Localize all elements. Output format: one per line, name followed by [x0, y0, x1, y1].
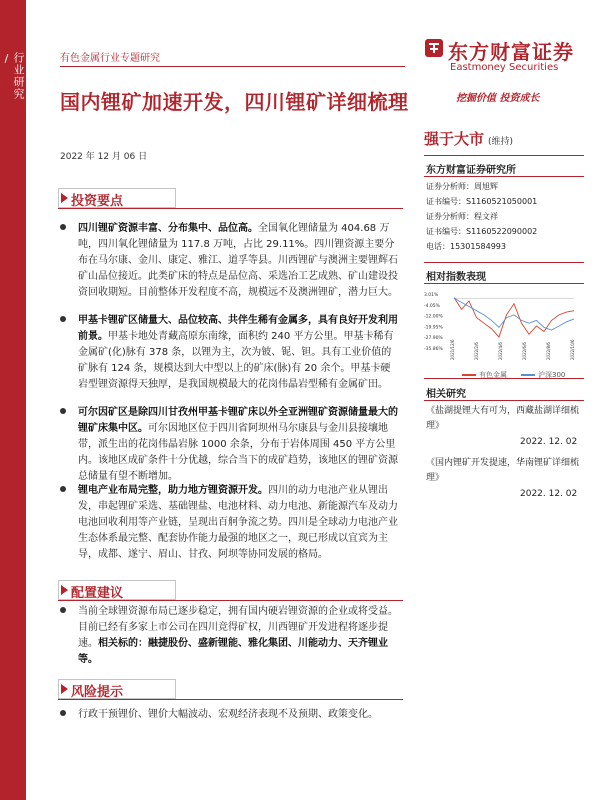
bullet-item	[60, 313, 405, 405]
y-tick-label: -19.95%	[424, 325, 443, 331]
bullet-dot-icon	[60, 710, 66, 716]
bullet-item	[60, 483, 405, 573]
logo-text-en: Eastmoney Securities	[450, 62, 559, 73]
report-type: 有色金属行业专题研究	[60, 53, 160, 64]
related-title: 相关研究	[426, 389, 466, 400]
related-report-link[interactable]: 《盐湖提锂大有可为，西藏盐湖详细梳理》	[426, 406, 580, 431]
y-tick-label: -12.00%	[424, 314, 443, 320]
section-marker-icon	[61, 193, 68, 203]
analyst-line: 证书编号：S1160521050001	[426, 197, 538, 206]
series-line-有色金属	[454, 297, 574, 337]
sidebar-segment-1: 行业研究	[12, 52, 25, 100]
brand-logo	[424, 36, 584, 80]
right-divider	[424, 262, 584, 263]
bullet-text: 甲基卡锂矿区储量大、品位较高、共伴生稀有金属多，具有良好开发利用前景。甲基卡地处青藏高原东南缘，面积约 240 平方公里。甲基卡稀有金属矿(化)脉有 378 条，以锂为主，次为铍、铌、钽。具有工业价值的矿脉有 124 条，规模达到大中型以上的矿床(脉)有 20 余个。甲基卡硬岩型锂资源得天独厚，是我国规模最大的花岗伟晶岩型稀有金属矿田。	[78, 315, 398, 390]
bullet-item	[60, 221, 405, 307]
bullet-item	[60, 604, 405, 665]
x-tick-label: 2022/6/6	[522, 342, 527, 360]
related-report-date: 2022. 12. 02	[520, 489, 578, 499]
legend-swatch-icon	[521, 374, 535, 376]
section-header-config	[58, 580, 176, 600]
section-marker-icon	[61, 585, 68, 595]
rating	[424, 128, 584, 149]
right-divider	[424, 283, 584, 284]
header-divider	[60, 66, 405, 67]
section-title: 风险提示	[71, 685, 124, 700]
sidebar-text	[2, 52, 24, 124]
bullet-item	[60, 405, 405, 482]
bullet-text: 四川锂矿资源丰富、分布集中、品位高。全国氧化锂储量为 404.68 万吨，四川氧化锂储量为 117.8 万吨，占比 29.11%。四川锂资源主要分布在马尔康、金川、康定、雅江、道孚等县。川西锂矿与澳洲主要锂辉石矿山品位接近。此类矿床的特点是品位高、采选冶工艺成熟、矿山建设投资回收期短。目前整体开发程度不高，规模远不及澳洲锂矿，潜力巨大。	[78, 223, 398, 298]
section-divider	[58, 600, 403, 601]
bullet-text: 行政干预锂价、锂价大幅波动、宏观经济表现不及预期、政策变化。	[78, 709, 378, 720]
rating-box	[424, 128, 584, 149]
section-header-risk	[58, 679, 176, 699]
x-tick-label: 2021/12/6	[450, 339, 455, 360]
bullet-dot-icon	[60, 316, 66, 322]
bullet-text: 可尔因矿区是除四川甘孜州甲基卡锂矿床以外全亚洲锂矿资源储量最大的锂矿床集中区。可尔因地区位于四川省阿坝州马尔康县与金川县接壤地带，派生出的花岗伟晶岩脉 1000 余条，分布于岩体周围 450 平方公里内。该地区成矿条件十分优越，综合当下的成矿趋势，该地区的锂矿资源总储量有望不断增加。	[78, 407, 398, 482]
y-tick-label: -35.86%	[424, 347, 443, 352]
relative-index-chart	[424, 290, 584, 370]
x-tick-label: 2022/4/6	[498, 342, 503, 360]
section-header-investment	[58, 188, 176, 208]
rating-note: (维持)	[488, 137, 514, 147]
right-divider	[424, 378, 584, 379]
bullet-item	[60, 707, 405, 727]
section-title: 配置建议	[71, 586, 124, 601]
bullet-text: 锂电产业布局完整，助力地方锂资源开发。四川的动力电池产业从锂出发，串起锂矿采选、基础锂盐、电池材料、动力电池、新能源汽车及动力电池回收利用等产业链，呈现出百舸争流之势。四川是全球动力电池产业生态体系最完整、配套协作能力最强的地区之一，现已形成以宜宾为主导，成都、遂宁、眉山、甘孜、阿坝等协同发展的格局。	[78, 485, 398, 560]
analyst-line: 证书编号：S1160522090002	[426, 227, 538, 236]
page-title: 国内锂矿加速开发，四川锂矿详细梳理	[60, 90, 409, 114]
related-report-date: 2022. 12. 02	[520, 437, 578, 447]
bullet-text: 当前全球锂资源布局已逐步稳定，拥有国内硬岩锂资源的企业或将受益。目前已经有多家上市公司在四川竞得矿权，川西锂矿开发进程将逐步提速。相关标的：融捷股份、盛新锂能、雅化集团、川能动力、天齐锂业等。	[78, 606, 398, 665]
section-divider	[58, 208, 403, 209]
rating-value: 强于大市	[424, 130, 485, 148]
y-tick-label: -4.05%	[424, 303, 440, 309]
report-date: 2022 年 12 月 06 日	[60, 152, 148, 162]
x-tick-label: 2022/2/6	[474, 342, 479, 360]
section-marker-icon	[61, 684, 68, 694]
y-tick-label: -27.90%	[424, 336, 443, 342]
sidebar-separator-1: /	[0, 52, 13, 66]
bullet-dot-icon	[60, 486, 66, 492]
legend-label: 沪深300	[538, 371, 566, 379]
analyst-line: 证券分析师：程文祥	[426, 212, 498, 221]
slogan: 挖掘价值 投资成长	[456, 93, 540, 104]
logo-text-cn: 东方财富证券	[448, 40, 574, 64]
institute-name: 东方财富证券研究所	[426, 165, 516, 176]
section-title: 投资要点	[71, 194, 124, 209]
analyst-line: 证券分析师：周旭辉	[426, 182, 498, 191]
bullet-dot-icon	[60, 408, 66, 414]
right-divider	[424, 155, 584, 156]
section-divider	[58, 699, 403, 700]
right-divider	[424, 400, 584, 401]
analyst-line: 电话：15301584993	[426, 242, 506, 251]
logo-mark-icon	[424, 38, 444, 58]
x-tick-label: 2022/10/6	[570, 339, 575, 360]
legend-label: 有色金属	[479, 371, 507, 379]
chart-title: 相对指数表现	[426, 272, 486, 283]
y-tick-label: 3.01%	[424, 293, 439, 298]
x-tick-label: 2022/8/6	[546, 342, 551, 360]
related-report-link[interactable]: 《国内锂矿开发提速，华南锂矿详细梳理》	[426, 458, 580, 483]
legend-swatch-icon	[462, 374, 476, 376]
bullet-dot-icon	[60, 607, 66, 613]
right-divider	[424, 176, 584, 177]
bullet-dot-icon	[60, 224, 66, 230]
